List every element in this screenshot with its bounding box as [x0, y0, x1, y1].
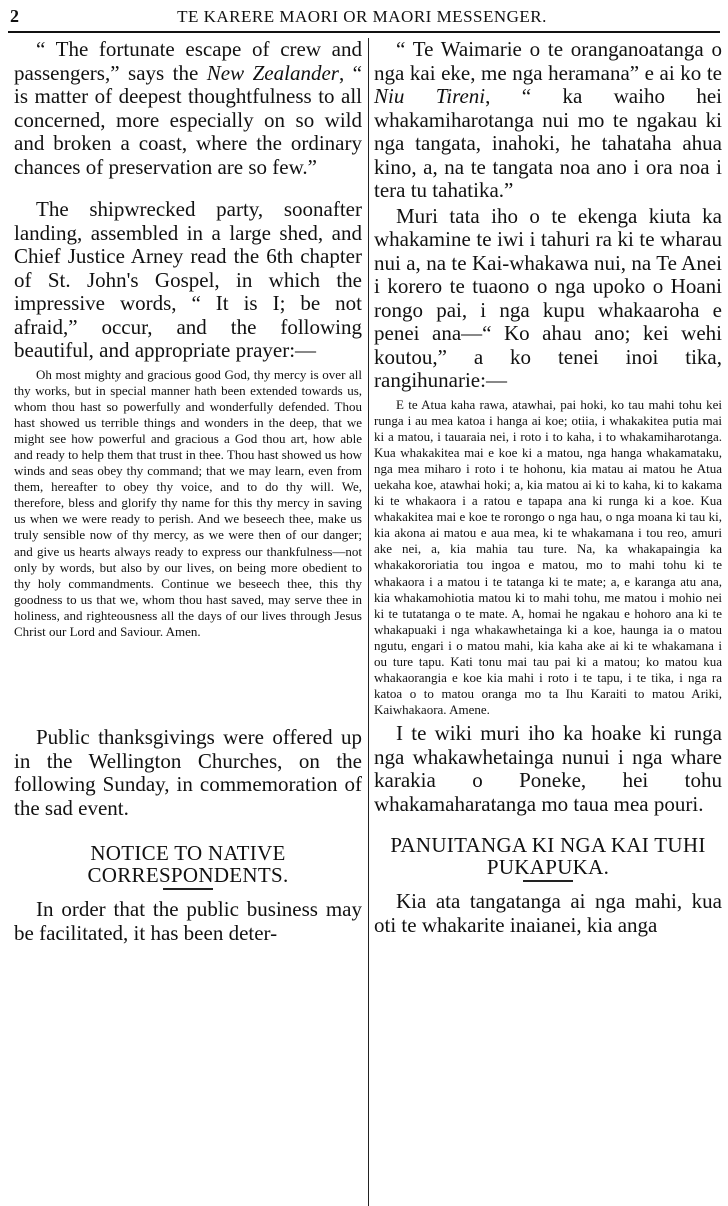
page-header	[6, 6, 718, 28]
thanksgiving-paragraph: Public thanksgivings were offered up in the Wellington Churches, on the following Sunday, in commemoration of the sad event.	[14, 725, 362, 820]
newspaper-name: New Zealander	[206, 60, 339, 85]
prayer-text: E te Atua kaha rawa, atawhai, pai hoki, ko tau mahi tohu kei runga i au mea katoa i hanga ai koe; otiia, i whakakitea putia mai ki a matou, i tauaraia nei, i roto i to kaha, i to whakamiharotanga. Kua whakakitea mai e koe ki a matou, nga hanga whakamataku, nga mea miharo i roto i te hohonu, kia matau ai matou he Atua uekaha koe, atawhai hoki; a, kia matou ai ki to kaha, ki to kakama ki te whakaora i a ratou e tapapa ana ki runga ki a koe. Kua whakakitea mai e koe te rorongo o nga hau, o nga moana ki tau ki, kia akona ai matou e aua mea, ki te whakamana i tou reo, amuri ake nei, a, kia mahia tau ture. Na, ka whakapaingia ka whakakororiatia tou ingoa e matou, mo to mahi tohu ki te whakaora i a matou i te tatanga ki te mate; a, e karanga atu ana, kia whakamohiotia matou ki to mahi tohu, me matou i mohio nei ki te tutatanga o te mate. A, homai he ngakau e hohoro ana ki te whakapuaki i nga whakawhetainga ki a koe, haunga ia o matou ngutu, engari i o matou mahi, kia kaha ake ai ki te whakamana i ou ture tapu. Kati tonu mai tau pai ki a matou; ko matou kua whakaorangia e koe kia mahi i roto i te tapu, i te tika, i nga ra katoa o to matou oranga mo ta Ihu Karaiti to matou Ariki, Kaiwhakaora. Amene.	[374, 396, 722, 718]
prayer-block	[374, 397, 722, 719]
new-zealander-quote: “ The fortunate escape of crew and passengers,” says the New Zealander, “ is matter of deepest thoughtfulness to all concerned, more especially on so wild and broken a coast, where the ordinary chances of preservation are so few.”	[14, 37, 362, 179]
niu-tireni-quote: “ Te Waimarie o te oranganoatanga o nga kai eke, me nga heramana” e ai ko te Niu Tireni, “ ka waiho hei whakamiharotanga nui mo te ngakau ki nga tangata, inahoki, he tahataha ahua kino, a, na te tangata noa ano i ora noa i tera tu tahatika.”	[374, 37, 722, 202]
shipwreck-paragraph: The shipwrecked party, soonafter landing, assembled in a large shed, and Chief Justice Arney read the 6th chapter of St. John's Gospel, in which the impressive words, “ It is I; be not afraid,” occur, and the following beautiful, and appropriate prayer:—	[14, 197, 362, 362]
notice-section	[374, 834, 722, 937]
notice-text: In order that the public business may be facilitated, it has been deter-	[14, 897, 362, 945]
english-column	[14, 38, 362, 945]
notice-section	[14, 842, 362, 945]
notice-text: Kia ata tangatanga ai nga mahi, kua oti te whakarite inaianei, kia anga	[374, 889, 722, 937]
notice-heading: PANUITANGA KI NGA KAI TUHI PUKAPUKA.	[390, 833, 706, 880]
heading-rule	[163, 888, 213, 890]
maori-column	[374, 38, 722, 937]
header-rule	[8, 31, 720, 33]
wiki-paragraph: I te wiki muri iho ka hoake ki runga nga whakawhetainga nunui i nga whare karakia o Poneke, hei tohu whakamaharatanga mo taua mea pouri.	[374, 721, 722, 816]
prayer-block	[14, 367, 362, 641]
heading-rule	[523, 880, 573, 882]
newspaper-name: Niu Tireni	[374, 84, 486, 108]
prayer-text: Oh most mighty and gracious good God, thy mercy is over all thy works, but in special manner hath been extended towards us, whom thou hast so powerfully and wonderfully defended. Thou hast showed us terrible things and wonders in the deep, that we might see how powerful and gracious a God thou art, how able and ready to help them that trust in thee. Thou hast showed us how winds and seas obey thy command; that we may learn, even from them, hereafter to obey thy voice, and to do thy will. We, therefore, bless and glorify thy name for this thy mercy in saving us when we were ready to perish. And we beseech thee, make us truly sensible now of thy mercy, as we were then of our danger; and give us hearts always ready to express our thankfulness—not only by words, but also by our lives, on being more obedient to thy holy commandments. Continue we beseech thee, this thy goodness to us that we, whom thou hast saved, may serve thee in holiness, and righteousness all the days of our lives through Jesus Christ our Lord and Saviour. Amen.	[14, 366, 362, 639]
running-title: TE KARERE MAORI OR MAORI MESSENGER.	[177, 7, 547, 26]
muri-paragraph: Muri tata iho o te ekenga kiuta ka whakamine te iwi i tahuri ra ki te wharau nui a, na te Kai-whakawa nui, na Te Anei i korero te tuaono o nga upoko o Hoani rongo pai, i nga kupu whakaaroha e penei ana—“ Ko ahau ano; kei wehi koutou,” a ko tenei inoi tika, rangihunarie:—	[374, 203, 722, 392]
column-divider	[368, 38, 369, 1206]
notice-heading: NOTICE TO NATIVE CORRESPONDENTS.	[87, 841, 289, 888]
page-number: 2	[10, 6, 20, 26]
